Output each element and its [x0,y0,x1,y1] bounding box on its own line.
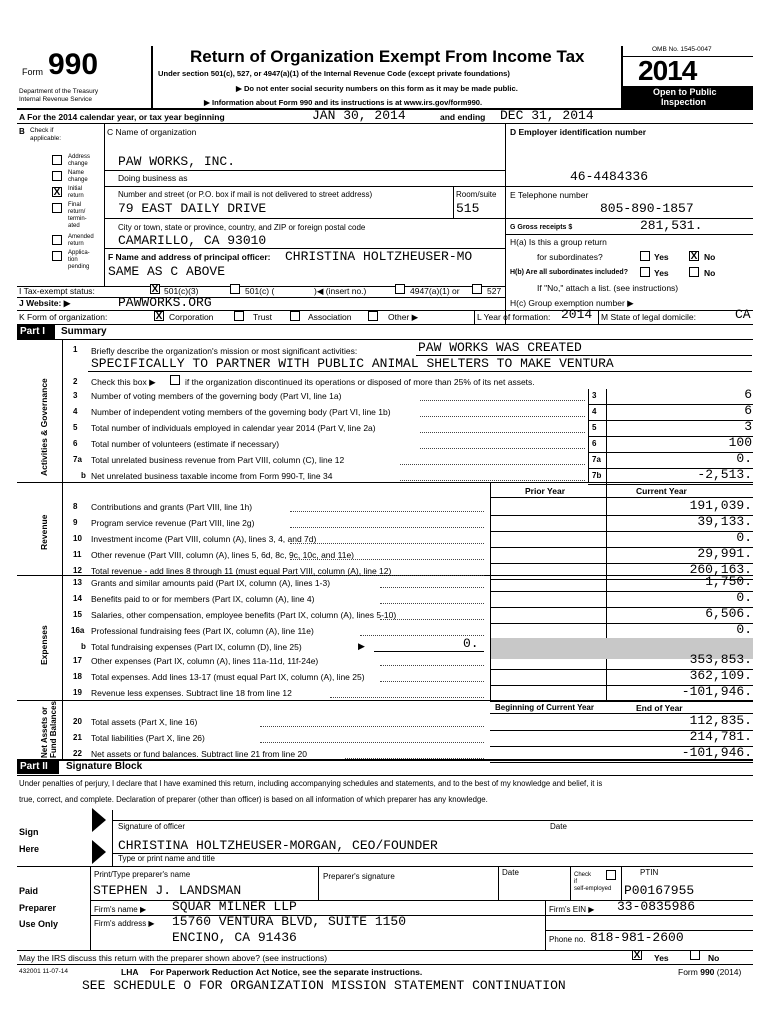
mission-line-1: PAW WORKS WAS CREATED [418,340,582,355]
room-suite: 515 [456,201,480,216]
applicable-label: applicable: [30,135,62,142]
city-state-zip: CAMARILLO, CA 93010 [118,233,267,248]
open-to-public-box: Open to Public Inspection [623,86,753,108]
and-ending: and ending [440,112,486,122]
form-title: Return of Organization Exempt From Income Tax [190,47,585,66]
tax-year: 2014 [638,55,697,86]
line-text: Other revenue (Part VIII, column (A), lines 5, 6d, 8c, 9c, 10c, and 11e) [91,550,354,560]
group-no-label: No [704,252,716,262]
line-text: Other expenses (Part IX, column (A), lines 11a-11d, 11f-24e) [91,656,319,666]
state-domicile: CA [735,307,751,322]
ein-value: 46-4484336 [570,169,649,184]
line-num: 18 [73,672,82,681]
line-text: Total revenue - add lines 8 through 11 (must equal Part VIII, column (A), line 12) [91,566,392,576]
line-text: Net assets or fund balances. Subtract line 21 from line 20 [91,749,307,759]
leader-dots [380,681,484,682]
firm-name-label: Firm's name ▶ [94,905,147,914]
firm-ein-label: Firm's EIN ▶ [549,905,595,914]
form-number: 990 [48,48,99,81]
leader-dots [400,480,585,481]
line-value: 100 [728,435,752,450]
other-label: Other ▶ [388,312,419,322]
line-value: 0. [736,622,752,637]
discuss-yes-checkbox[interactable]: X [633,950,641,961]
instructions-note: ▶ Information about Form 990 and its instructions is at www.irs.gov/form990. [204,98,483,107]
line-a-label: A For the 2014 calendar year, or tax year beginning [19,112,225,122]
line-16b-arrow: ▶ [358,641,365,651]
trust-checkbox[interactable] [234,311,244,321]
form-code: 432001 11-07-14 [19,968,69,975]
final-return-checkbox[interactable] [52,203,62,213]
sig-officer-label: Signature of officer [118,822,186,831]
corporation-checkbox[interactable]: X [155,311,163,322]
boy-header: Beginning of Current Year [495,703,594,712]
501c-label: 501(c) ( [245,286,275,296]
line-text: Investment income (Part VIII, column (A), lines 3, 4, and 7d) [91,534,317,544]
row-rule [588,484,753,485]
leader-dots [400,464,585,465]
eoy-header: End of Year [636,703,683,713]
ein-label: D Employer identification number [510,127,647,137]
preparer-name: STEPHEN J. LANDSMAN [93,883,242,898]
mission-line-2: SPECIFICALLY TO PARTNER WITH PUBLIC ANIMAL SHELTERS TO MAKE VENTURA [91,356,614,371]
side-label-activities: Activities & Governance [39,378,49,476]
preparer-sig-label: Preparer's signature [323,872,395,881]
line-box-num: 3 [592,391,597,400]
preparer-label: Preparer [19,903,57,913]
irs-label: Internal Revenue Service [19,96,92,103]
line-box-num: 7a [592,455,601,464]
line-num: b [81,471,86,480]
dept-treasury: Department of the Treasury [19,88,99,95]
leader-dots [260,742,484,743]
current-year-header: Current Year [636,486,687,496]
room-label: Room/suite [456,190,497,199]
paperwork-notice: For Paperwork Reduction Act Notice, see the separate instructions. [150,967,423,977]
sign-arrow-1 [92,808,106,832]
initial-return-checkbox[interactable]: X [53,187,61,198]
line-2-num: 2 [73,377,78,386]
line-text: Revenue less expenses. Subtract line 18 from line 12 [91,688,292,698]
line-text: Number of voting members of the governing body (Part VI, line 1a) [91,391,342,401]
address-change-checkbox[interactable] [52,155,62,165]
side-label-expenses: Expenses [39,625,49,665]
part2-title: Signature Block [66,761,143,772]
footer-form-label: Form 990 (2014) [678,967,742,977]
line-num: 8 [73,502,78,511]
penalty-statement-2: true, correct, and complete. Declaration of preparer (other than officer) is based on all information of which preparer has any knowledge. [19,795,488,804]
leader-dots [420,400,585,401]
form-of-org-label: K Form of organization: [19,312,108,322]
amended-return-label: Amended return [68,234,94,247]
use-only-label: Use Only [19,919,59,929]
line-1-label: Briefly describe the organization's mission or most significant activities: [91,346,358,356]
preparer-ptin: P00167955 [624,883,695,898]
line-text: Net unrelated business taxable income from Form 990-T, line 34 [91,471,333,481]
line-16b-value: 0. [463,636,479,651]
discuss-question: May the IRS discuss this return with the preparer shown above? (see instructions) [19,953,328,963]
527-label: 527 [487,286,502,296]
501c3-label: 501(c)(3) [164,286,199,296]
discuss-yes-label: Yes [654,953,669,963]
line-num: 13 [73,578,82,587]
side-label-revenue: Revenue [39,514,49,550]
part2-tag: Part II [17,760,59,774]
line-num: 7a [73,455,82,464]
line-num: 20 [73,717,82,726]
line-value: 0. [736,451,752,466]
application-pending-checkbox[interactable] [52,251,62,261]
firm-address-label: Firm's address ▶ [94,919,155,928]
discuss-no-checkbox[interactable] [690,950,700,960]
leader-dots [380,619,484,620]
line-text: Total number of volunteers (estimate if necessary) [91,439,280,449]
leader-dots [380,587,484,588]
line-num: 21 [73,733,82,742]
line-num: 6 [73,439,78,448]
line-text: Professional fundraising fees (Part IX, column (A), line 11e) [91,626,314,636]
omb-number: OMB No. 1545-0047 [652,46,712,53]
paid-label: Paid [19,886,39,896]
line-text: Total unrelated business revenue from Part VIII, column (C), line 12 [91,455,345,465]
officer-label: F Name and address of principal officer: [108,252,271,262]
org-name: PAW WORKS, INC. [118,154,236,169]
form-label: Form [22,67,43,77]
check-if-label: Check if [30,127,54,134]
group-yes-label: Yes [654,252,669,262]
line-value: 6 [744,387,752,402]
officer-address: SAME AS C ABOVE [108,264,226,279]
website-label: J Website: ▶ [19,298,71,308]
leader-dots [380,665,484,666]
group-exemption-label: H(c) Group exemption number ▶ [510,298,634,308]
org-name-label: C Name of organization [107,127,197,137]
prior-year-header: Prior Year [525,486,566,496]
line-value: 112,835. [689,713,752,728]
other-checkbox[interactable] [368,311,378,321]
line-num: 3 [73,391,78,400]
street-label: Number and street (or P.O. box if mail is not delivered to street address) [118,190,373,199]
leader-dots [290,543,484,544]
website-value: PAWWORKS.ORG [118,295,212,310]
initial-return-label: Initial return [68,186,84,199]
state-domicile-label: M State of legal domicile: [601,312,696,322]
line-value: -2,513. [697,467,752,482]
line-text: Total number of individuals employed in calendar year 2014 (Part V, line 2a) [91,423,376,433]
firm-address-1: 15760 VENTURA BLVD, SUITE 1150 [172,914,407,929]
gross-receipts-label: G Gross receipts $ [510,224,573,231]
association-checkbox[interactable] [290,311,300,321]
name-change-label: Name change [68,170,88,183]
address-change-label: Address change [68,154,91,167]
form-subtitle: Under section 501(c), 527, or 4947(a)(1) of the Internal Revenue Code (except private foundations) [158,69,510,78]
line-box-num: 4 [592,407,597,416]
line-num: 12 [73,566,82,575]
type-name-label: Type or print name and title [118,854,215,863]
self-employed-checkbox[interactable] [606,870,616,880]
line-1-num: 1 [73,345,78,354]
subordinates-no-checkbox[interactable] [689,267,699,277]
line-num: 16a [71,626,85,635]
preparer-date-label: Date [502,868,519,877]
4947-checkbox[interactable] [395,284,405,294]
for-subordinates-label: for subordinates? [537,252,603,262]
line-num: 22 [73,749,82,758]
leader-dots [290,575,484,576]
principal-officer: CHRISTINA HOLTZHEUSER-MO [285,249,473,264]
firm-ein: 33-0835986 [617,899,696,914]
year-formation: 2014 [561,307,593,322]
tax-exempt-label: I Tax-exempt status: [19,286,95,296]
lha-label: LHA [121,967,139,977]
line-text: Total liabilities (Part X, line 26) [91,733,205,743]
501c3-checkbox[interactable]: X [151,284,159,295]
leader-dots [380,603,484,604]
line-16b-num: b [81,642,86,651]
line-box-num: 7b [592,471,602,480]
group-return-yes-checkbox[interactable] [640,251,650,261]
line-value: 214,781. [689,729,752,744]
leader-dots [290,511,484,512]
line-num: 11 [73,550,82,559]
dba-label: Doing business as [118,173,188,183]
leader-dots [290,527,484,528]
leader-dots [420,432,585,433]
line-value: 260,163. [689,562,752,577]
firm-name: SQUAR MILNER LLP [172,899,297,914]
line-text: Total expenses. Add lines 13-17 (must equal Part IX, column (A), line 25) [91,672,365,682]
line-value: 362,109. [689,668,752,683]
phone-label: E Telephone number [510,190,589,200]
schedule-o-note: SEE SCHEDULE O FOR ORGANIZATION MISSION STATEMENT CONTINUATION [82,978,566,993]
line-text: Benefits paid to or for members (Part IX, column (A), line 4) [91,594,315,604]
discontinued-checkbox[interactable] [170,375,180,385]
line-num: 19 [73,688,82,697]
line-value: 353,853. [689,652,752,667]
ssn-warning: ▶ Do not enter social security numbers on this form as it may be made public. [236,84,518,93]
part1-tag: Part I [17,325,55,339]
application-pending-label: Applica- tion pending [68,250,90,270]
line-2-text: Check this box ▶ [91,377,156,387]
line-text: Contributions and grants (Part VIII, line 1h) [91,502,253,512]
insert-no-label: )◀ (insert no.) [314,286,367,296]
line-value: 6,506. [705,606,752,621]
line-value: 3 [744,419,752,434]
line-16b-text: Total fundraising expenses (Part IX, column (D), line 25) [91,642,302,652]
line-text: Total assets (Part X, line 16) [91,717,198,727]
attach-list-note: If "No," attach a list. (see instructions) [537,283,679,293]
leader-dots [260,726,484,727]
line-value: -101,946. [681,745,752,760]
sig-date-label: Date [550,822,567,831]
group-return-label: H(a) Is this a group return [510,237,607,247]
line-num: 9 [73,518,78,527]
sign-label: Sign [19,827,39,837]
name-change-checkbox[interactable] [52,171,62,181]
line-value: 191,039. [689,498,752,513]
line-value: -101,946. [681,684,752,699]
line-2-desc: if the organization discontinued its operations or disposed of more than 25% of its net assets. [185,377,535,387]
sign-arrow-2 [92,840,106,864]
trust-label: Trust [253,312,273,322]
part1-title: Summary [61,326,107,337]
leader-dots [290,559,484,560]
leader-dots [420,448,585,449]
line-text: Program service revenue (Part VIII, line 2g) [91,518,255,528]
group-return-no-checkbox[interactable]: X [690,251,698,262]
subordinates-included-label: H(b) Are all subordinates included? [510,269,628,276]
line-num: 14 [73,594,82,603]
penalty-statement-1: Under penalties of perjury, I declare that I have examined this return, including accompanying schedules and statements, and to the best of my knowledge and belief, it is [19,779,603,788]
leader-dots [420,416,585,417]
tax-year-end: DEC 31, 2014 [500,108,594,123]
officer-name-title: CHRISTINA HOLTZHEUSER-MORGAN, CEO/FOUNDER [118,838,438,853]
row-rule [490,762,753,763]
amended-return-checkbox[interactable] [52,235,62,245]
row-rule [490,701,753,702]
line-value: 1,750. [705,574,752,589]
city-label: City or town, state or province, country, and ZIP or foreign postal code [118,223,366,232]
line-num: 17 [73,656,82,665]
firm-phone-label: Phone no. [549,935,586,944]
phone-value: 805-890-1857 [600,201,694,216]
line-box-num: 5 [592,423,597,432]
line-value: 6 [744,403,752,418]
final-return-label: Final return/ termin- ated [68,202,87,229]
line-value: 39,133. [697,514,752,529]
side-label-net-assets: Net Assets or Fund Balances [40,701,58,758]
preparer-name-label: Print/Type preparer's name [94,870,191,879]
4947-label: 4947(a)(1) or [410,286,460,296]
line-num: 15 [73,610,82,619]
501c-checkbox[interactable] [230,284,240,294]
association-label: Association [308,312,352,322]
line-text: Grants and similar amounts paid (Part IX, column (A), lines 1-3) [91,578,331,588]
line-box-num: 6 [592,439,597,448]
firm-phone: 818-981-2600 [590,930,684,945]
section-b-label: B [19,127,25,136]
subordinates-yes-checkbox[interactable] [640,267,650,277]
discuss-no-label: No [708,953,720,963]
leader-dots [330,697,484,698]
subs-yes-label: Yes [654,268,669,278]
self-employed-label: Check if self-employed [574,872,612,892]
line-value: 0. [736,530,752,545]
line-text: Salaries, other compensation, employee benefits (Part IX, column (A), lines 5-10) [91,610,397,620]
line-text: Number of independent voting members of the governing body (Part VI, line 1b) [91,407,391,417]
line-num: 5 [73,423,78,432]
tax-year-begin: JAN 30, 2014 [312,108,406,123]
527-checkbox[interactable] [472,284,482,294]
line-num: 4 [73,407,78,416]
year-formation-label: L Year of formation: [477,312,551,322]
firm-address-2: ENCINO, CA 91436 [172,930,297,945]
street-address: 79 EAST DAILY DRIVE [118,201,267,216]
line-value: 29,991. [697,546,752,561]
line-num: 10 [73,534,82,543]
ptin-label: PTIN [640,868,659,877]
line-value: 0. [736,590,752,605]
corporation-label: Corporation [169,312,214,322]
here-label: Here [19,844,40,854]
gross-receipts: 281,531. [640,218,703,233]
subs-no-label: No [704,268,716,278]
